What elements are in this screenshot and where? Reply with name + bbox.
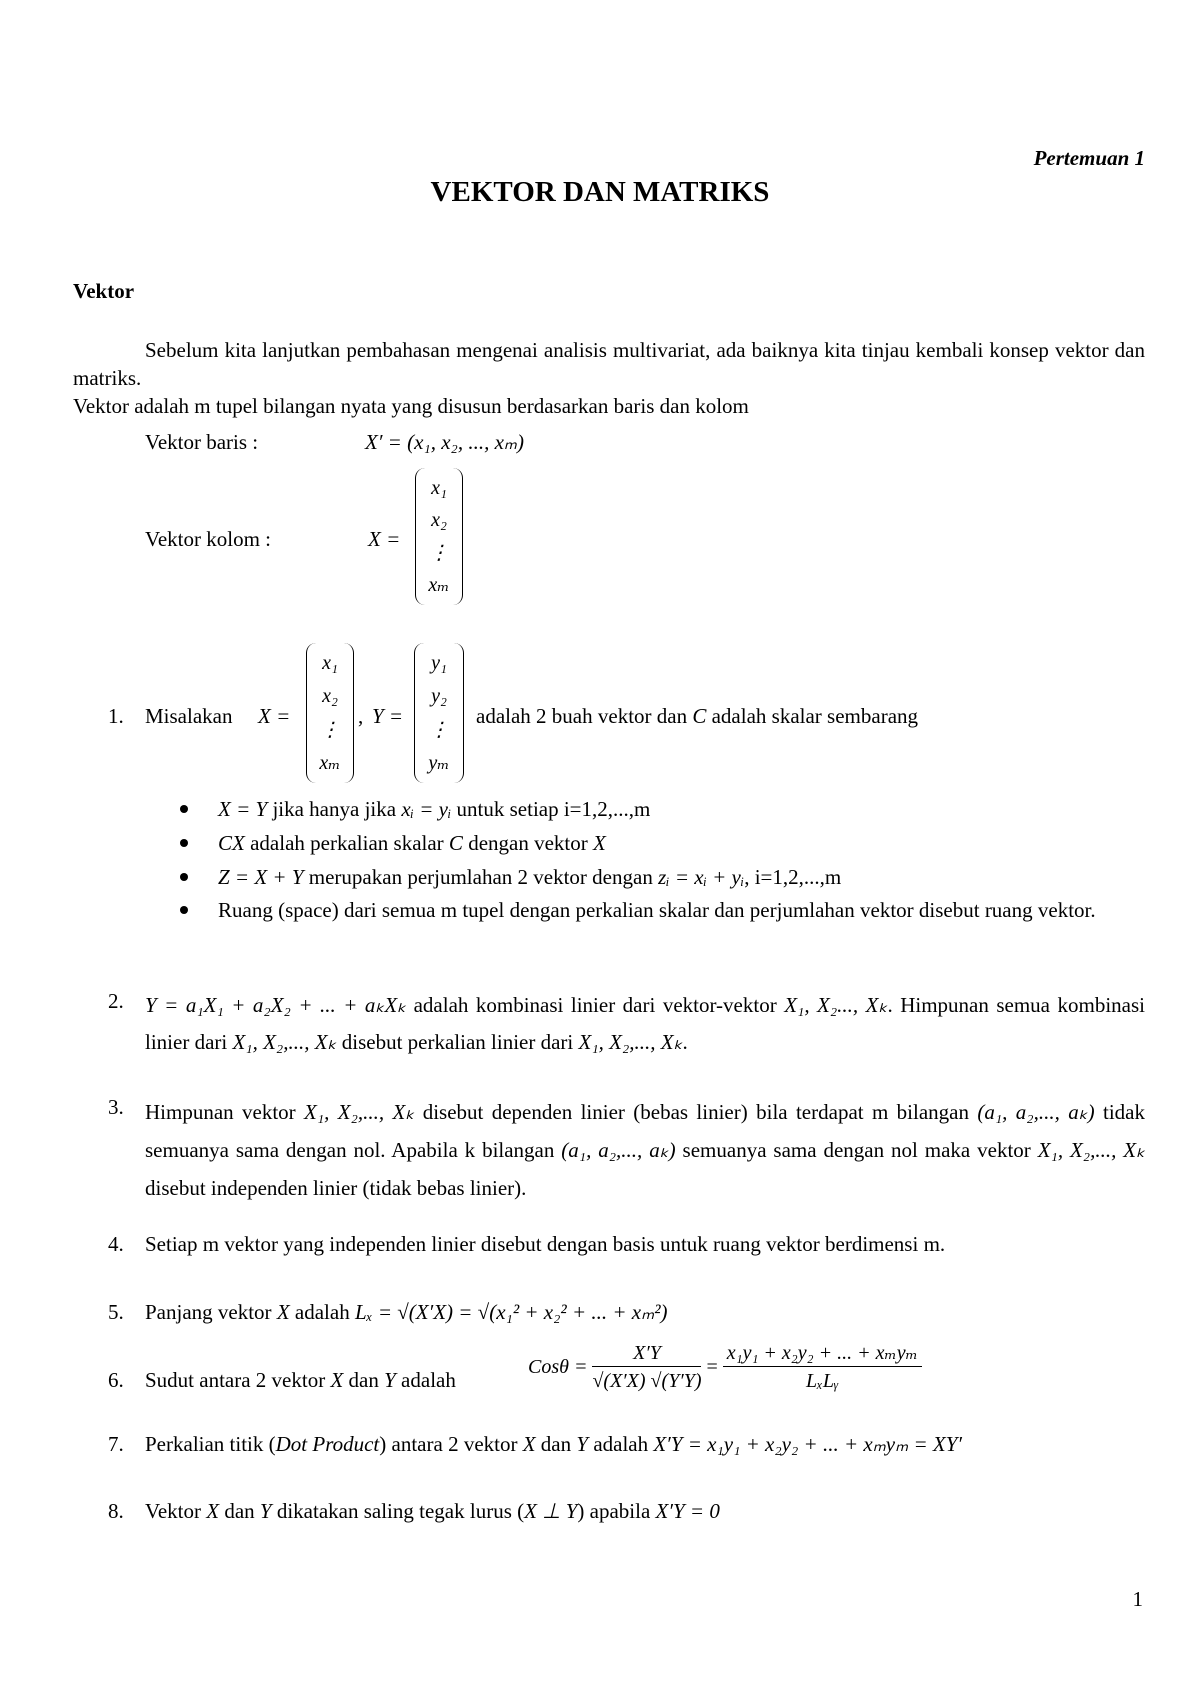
numerator: X′Y (592, 1340, 701, 1367)
fraction-1 (592, 1340, 701, 1395)
item-number-5: 5. (108, 1300, 124, 1324)
text: ) antara 2 vektor (379, 1432, 523, 1456)
formula: X₁, X₂,..., Xₖ (578, 1030, 683, 1054)
formula: X (276, 1300, 290, 1324)
text: Vektor (145, 1499, 207, 1523)
formula: X (592, 831, 606, 855)
meeting-label: Pertemuan 1 (1033, 146, 1145, 170)
denominator: LₓLᵧ (806, 1370, 839, 1392)
dot-product-formula: X′Y = x₁y₁ + x₂y₂ + ... + xₘyₘ = XY′ (653, 1432, 962, 1456)
column-vector-lhs: X = (368, 527, 401, 551)
item-number-6: 6. (108, 1368, 124, 1392)
bullet-dot (180, 906, 188, 914)
text: Himpunan vektor (145, 1100, 305, 1124)
formula: Y (384, 1368, 396, 1392)
numerator: x₁y₁ + x₂y₂ + ... + xₘyₘ (723, 1340, 922, 1367)
bullet-vector-space: Ruang (space) dari semua m tupel dengan perkalian skalar dan perjumlahan vektor disebut ruang vektor. (218, 898, 1096, 922)
formula: Z = X + Y (218, 865, 304, 889)
item-2-text (145, 987, 1145, 1061)
item-1-comma: , (358, 704, 364, 728)
item-4-text: Setiap m vektor yang independen linier disebut dengan basis untuk ruang vektor berdimensi m. (145, 1232, 946, 1256)
matrix-entry: x₁ (322, 652, 338, 674)
formula: (a₁, a₂,..., aₖ) (561, 1138, 676, 1162)
formula: X ⊥ Y (524, 1499, 578, 1523)
denominator: √(X′X) √(Y′Y) (592, 1370, 702, 1392)
matrix-entry: x₁ (431, 477, 447, 499)
text: Perkalian titik ( (145, 1432, 276, 1456)
dot-product-term: Dot Product (275, 1432, 380, 1456)
text: adalah (289, 1300, 355, 1324)
angle-formula (528, 1340, 922, 1395)
formula: xᵢ = yᵢ (401, 797, 452, 821)
bullet-scalar-multiplication (218, 829, 1145, 857)
text: . (682, 1030, 688, 1054)
matrix-entry: ⋮ (429, 541, 449, 564)
item-number-7: 7. (108, 1432, 124, 1456)
text: disebut independen linier (tidak bebas linier). (145, 1176, 527, 1200)
matrix-entry: xₘ (428, 573, 450, 596)
matrix-entry: x₂ (322, 685, 338, 708)
item-1-intro: Misalakan (145, 704, 233, 728)
formula: X (206, 1499, 220, 1523)
text: Sudut antara 2 vektor (145, 1368, 331, 1392)
text: , i=1,2,...,m (744, 865, 842, 889)
formula: C (448, 831, 463, 855)
matrix-entry: y₂ (431, 685, 447, 708)
item-1-x-lhs: X = (258, 704, 291, 728)
item-3-text (145, 1093, 1145, 1207)
formula: X₁, X₂..., Xₖ (784, 993, 888, 1017)
formula: Y (576, 1432, 589, 1456)
text: untuk setiap i=1,2,...,m (451, 797, 651, 821)
formula: X₁, X₂,..., Xₖ (304, 1100, 415, 1124)
section-heading: Vektor (73, 279, 135, 303)
item-7-text (145, 1430, 962, 1458)
vector-definition: Vektor adalah m tupel bilangan nyata yang disusun berdasarkan baris dan kolom (73, 394, 749, 418)
formula: (a₁, a₂,..., aₖ) (977, 1100, 1095, 1124)
matrix-entry: yₘ (428, 751, 450, 774)
matrix-entry: xₘ (319, 751, 341, 774)
item-1-text (476, 702, 918, 730)
page-number: 1 (1132, 1587, 1143, 1611)
scalar-c: C (692, 704, 707, 728)
bullet-vector-addition (218, 863, 1145, 891)
text: adalah kombinasi linier dari vektor-vektor (406, 993, 785, 1017)
item-number-4: 4. (108, 1232, 124, 1256)
formula: Y = a₁X₁ + a₂X₂ + ... + aₖXₖ (145, 993, 407, 1017)
bullet-dot (180, 873, 188, 881)
text: dengan vektor (462, 831, 593, 855)
text: disebut perkalian linier dari (336, 1030, 579, 1054)
text: Panjang vektor (145, 1300, 277, 1324)
matrix-entry: x₂ (431, 509, 447, 532)
row-vector-formula: X′ = (x₁, x₂, ..., xₘ) (365, 430, 524, 454)
text: ) apabila (577, 1499, 656, 1523)
intro-paragraph: Sebelum kita lanjutkan pembahasan mengenai analisis multivariat, ada baiknya kita tinjau kembali konsep vektor dan matriks. (73, 338, 1145, 390)
item-5-text (145, 1298, 668, 1326)
text: jika hanya jika (267, 797, 402, 821)
bullet-dot (180, 839, 188, 847)
matrix-entry: ⋮ (320, 718, 340, 741)
matrix-entry: ⋮ (429, 718, 449, 741)
item-number-3: 3. (108, 1095, 124, 1119)
fraction-2 (723, 1340, 922, 1395)
matrix-entry: y₁ (431, 652, 447, 674)
item-1-y-lhs: Y = (372, 704, 404, 728)
formula: CX (218, 831, 245, 855)
text: dan (535, 1432, 577, 1456)
item-6-text (145, 1366, 456, 1394)
formula: X₁, X₂,..., Xₖ (1037, 1138, 1146, 1162)
formula: X = Y (218, 797, 268, 821)
formula: X₁, X₂,..., Xₖ (232, 1030, 337, 1054)
page-title: VEKTOR DAN MATRIKS (430, 176, 770, 208)
cos-label: Cosθ = (528, 1356, 588, 1378)
text: merupakan perjumlahan 2 vektor dengan (303, 865, 659, 889)
text: dan (343, 1368, 385, 1392)
item-number-2: 2. (108, 989, 124, 1013)
x-vector-matrix (306, 643, 354, 783)
text: adalah (395, 1368, 456, 1392)
y-vector-matrix (414, 643, 464, 783)
row-vector-label: Vektor baris : (145, 430, 259, 454)
text: semuanya sama dengan nol maka vektor (675, 1138, 1038, 1162)
item-number-8: 8. (108, 1499, 124, 1523)
formula: X (330, 1368, 344, 1392)
vector-length-formula: Lₓ = √(X′X) = √(x₁² + x₂² + ... + xₘ²) (354, 1300, 668, 1324)
text: dan (219, 1499, 260, 1523)
formula: Y (259, 1499, 272, 1523)
text: . Himpunan semua kombinasi linier dari (145, 993, 1145, 1054)
item-number-1: 1. (108, 704, 124, 728)
bullet-equality (218, 795, 1145, 823)
column-vector-matrix (415, 468, 463, 605)
text: adalah (588, 1432, 654, 1456)
bullet-dot (180, 805, 188, 813)
item-1-text-b: adalah skalar sembarang (711, 704, 919, 728)
text: tidak semuanya sama dengan nol. Apabila k bilangan (145, 1100, 1146, 1162)
item-1-text-a: adalah 2 buah vektor dan (476, 704, 688, 728)
column-vector-label: Vektor kolom : (145, 527, 271, 551)
formula: zᵢ = xᵢ + yᵢ (658, 865, 745, 889)
orthogonality-formula: X′Y = 0 (655, 1499, 720, 1523)
text: dikatakan saling tegak lurus ( (271, 1499, 525, 1523)
item-8-text (145, 1497, 720, 1525)
text: adalah perkalian skalar (244, 831, 449, 855)
formula: X (522, 1432, 536, 1456)
text: disebut dependen linier (bebas linier) bila terdapat m bilangan (414, 1100, 978, 1124)
equals-sign: = (706, 1356, 718, 1378)
